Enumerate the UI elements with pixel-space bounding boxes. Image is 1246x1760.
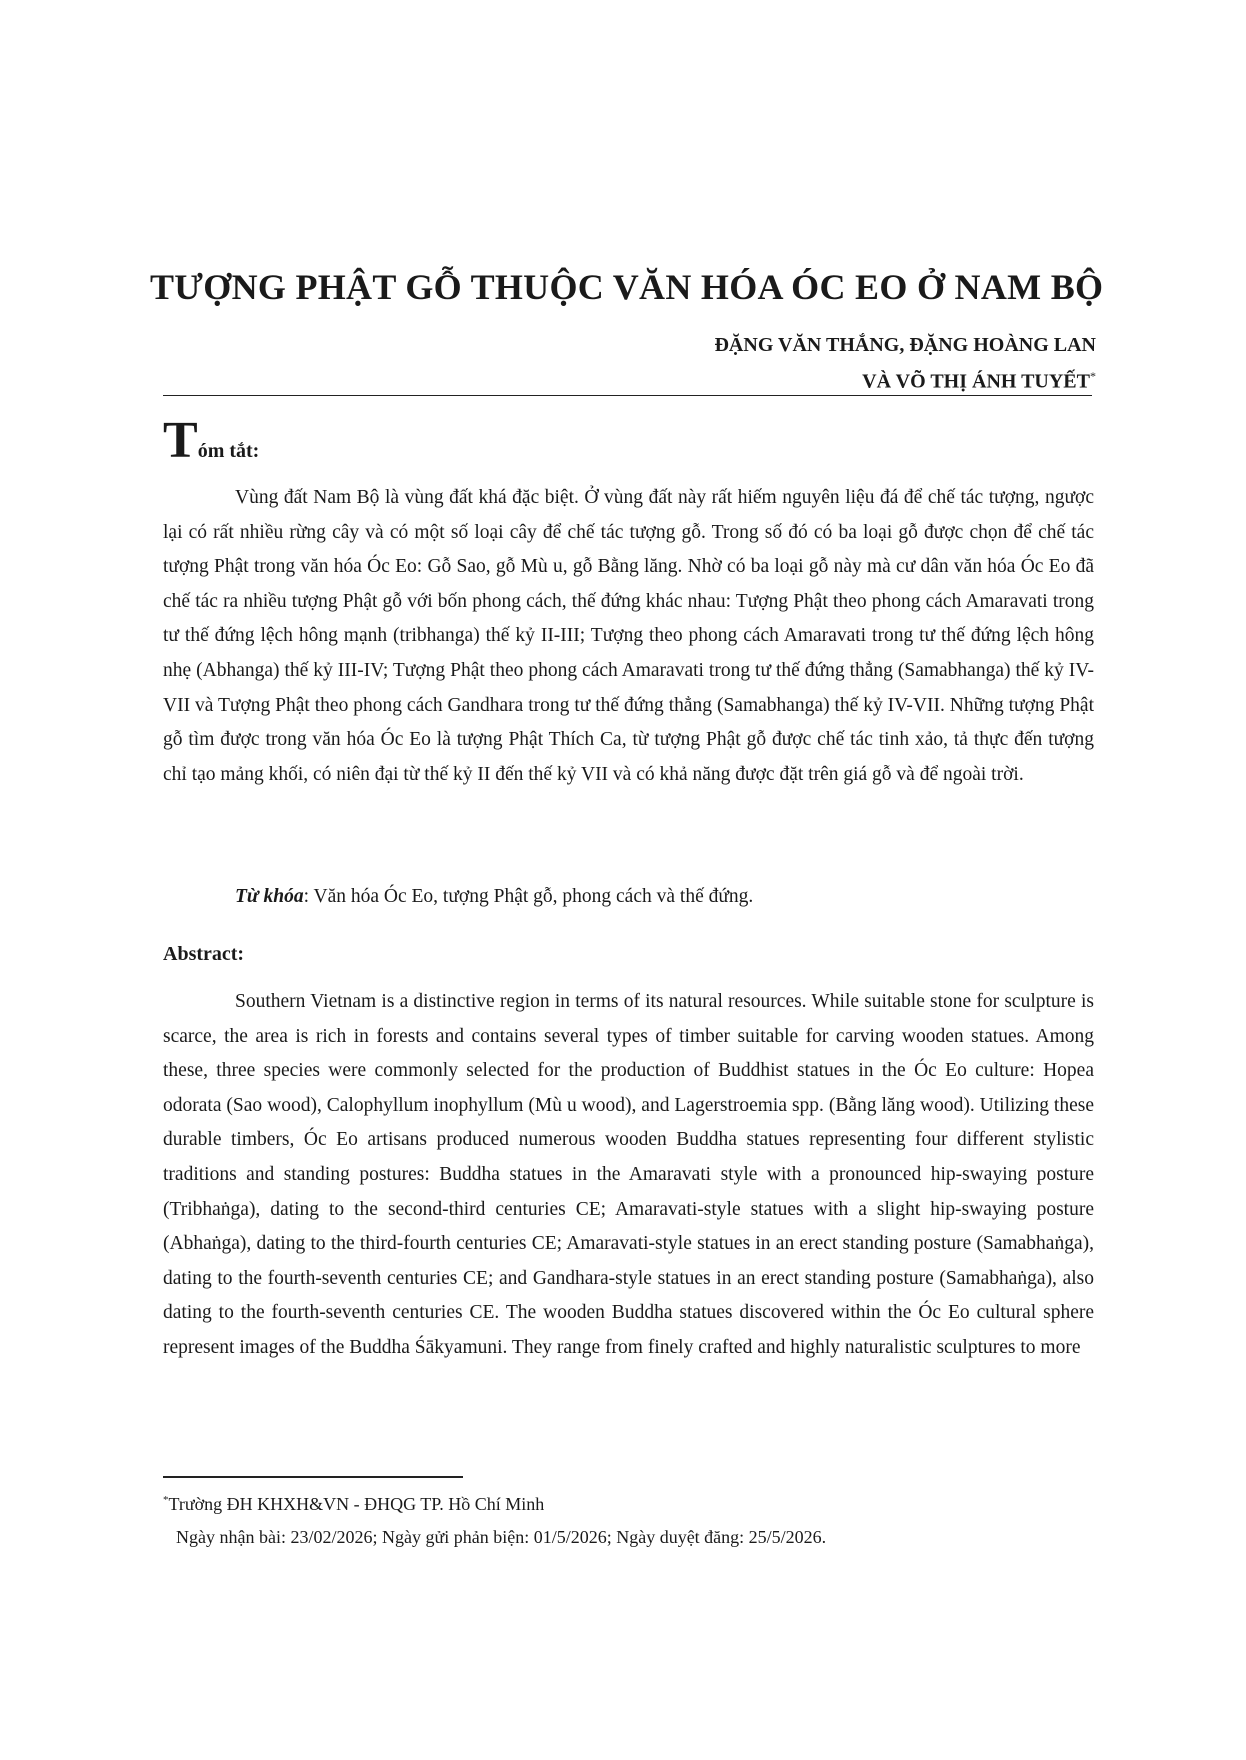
keywords-line (163, 886, 1094, 908)
abstract-body: Southern Vietnam is a distinctive region in terms of its natural resources. While suitable stone for sculpture is scarce, the area is rich in forests and contains several types of timber suitable for carving wooden statues. Among these, three species were commonly selected for the production of Buddhist statues in the Óc Eo culture: Hopea odorata (Sao wood), Calophyllum inophyllum (Mù u wood), and Lagerstroemia spp. (Bằng lăng wood). Utilizing these durable timbers, Óc Eo artisans produced numerous wooden Buddha statues representing four different stylistic traditions and standing postures: Buddha statues in the Amaravati style with a pronounced hip-swaying posture (Tribhaṅga), dating to the second-third centuries CE; Amaravati-style statues with a slight hip-swaying posture (Abhaṅga), dating to the third-fourth centuries CE; Amaravati-style statues in an erect standing posture (Samabhaṅga), dating to the fourth-seventh centuries CE; and Gandhara-style statues in an erect standing posture (Samabhaṅga), also dating to the fourth-seventh centuries CE. The wooden Buddha statues discovered within the Óc Eo cultural sphere represent images of the Buddha Śākyamuni. They range from finely crafted and highly naturalistic sculptures to more (163, 991, 1094, 1358)
summary-body: Vùng đất Nam Bộ là vùng đất khá đặc biệt. Ở vùng đất này rất hiếm nguyên liệu đá để chế tác tượng, ngược lại có rất nhiều rừng cây và có một số loại cây để chế tác tượng gỗ. Trong số đó có ba loại gỗ được chọn để chế tác tượng Phật trong văn hóa Óc Eo: Gỗ Sao, gỗ Mù u, gỗ Bằng lăng. Nhờ có ba loại gỗ này mà cư dân văn hóa Óc Eo đã chế tác ra nhiều tượng Phật gỗ với bốn phong cách, thế đứng khác nhau: Tượng Phật theo phong cách Amaravati trong tư thế đứng lệch hông mạnh (tribhanga) thế kỷ II-III; Tượng theo phong cách Amaravati trong tư thế đứng lệch hông nhẹ (Abhanga) thế kỷ III-IV; Tượng Phật theo phong cách Amaravati trong tư thế đứng thẳng (Samabhanga) thế kỷ IV-VII và Tượng Phật theo phong cách Gandhara trong tư thế đứng thẳng (Samabhanga) thế kỷ IV-VII. Những tượng Phật gỗ tìm được trong văn hóa Óc Eo là tượng Phật Thích Ca, từ tượng Phật gỗ được chế tác tinh xảo, tả thực đến tượng chỉ tạo mảng khối, có niên đại từ thế kỷ II đến thế kỷ VII và có khả năng được đặt trên giá gỗ và để ngoài trời. (163, 487, 1094, 785)
author-line-1: ĐẶNG VĂN THẮNG, ĐẶNG HOÀNG LAN (714, 334, 1096, 356)
paper-title: TƯỢNG PHẬT GỖ THUỘC VĂN HÓA ÓC EO Ở NAM BỘ (150, 267, 1104, 307)
footnote-marker: * (163, 1494, 169, 1506)
author-footnote-marker: * (1090, 369, 1096, 383)
summary-heading-rest: óm tắt: (197, 440, 260, 462)
author-block (714, 330, 1096, 398)
summary-dropcap: T (163, 412, 198, 469)
author-line-2 (714, 361, 1096, 398)
summary-heading (163, 412, 260, 469)
title-divider (163, 395, 1092, 396)
footnote-affiliation (163, 1494, 544, 1515)
abstract-heading: Abstract: (163, 943, 245, 965)
footnote-affiliation-text: Trường ĐH KHXH&VN - ĐHQG TP. Hồ Chí Minh (168, 1494, 545, 1514)
keywords-text: : Văn hóa Óc Eo, tượng Phật gỗ, phong cách và thế đứng. (303, 886, 754, 907)
keywords-label: Từ khóa (235, 886, 304, 907)
author-line-2-text: VÀ VÕ THỊ ÁNH TUYẾT (862, 370, 1090, 393)
footnote-dates: Ngày nhận bài: 23/02/2026; Ngày gửi phản biện: 01/5/2026; Ngày duyệt đăng: 25/5/2026. (176, 1527, 827, 1547)
footnote-divider (163, 1476, 463, 1478)
